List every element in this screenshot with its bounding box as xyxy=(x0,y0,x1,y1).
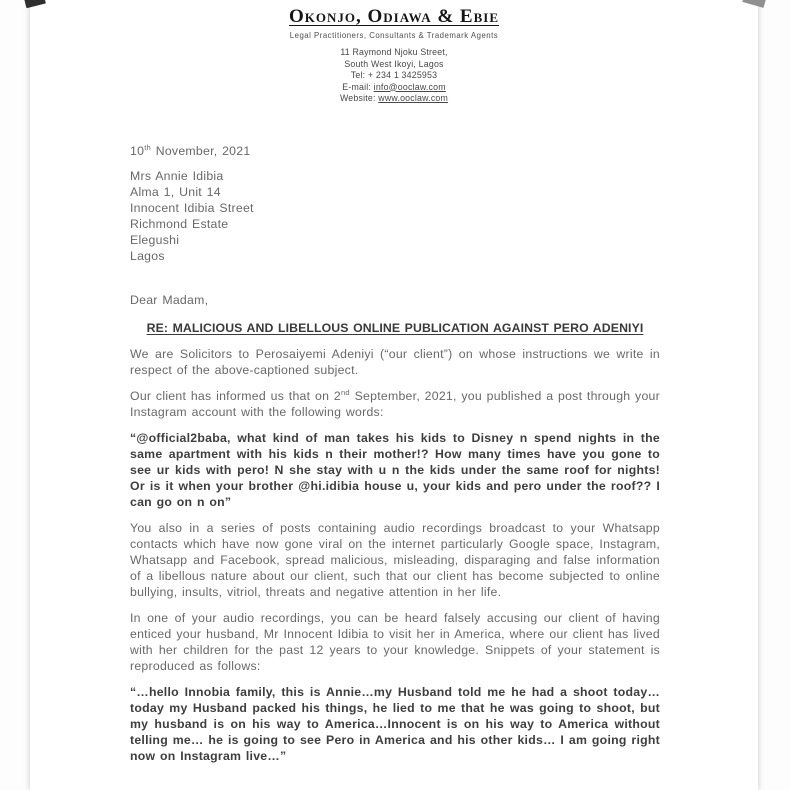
letterhead xyxy=(30,6,758,105)
letter-body xyxy=(30,143,758,764)
ordinal-suffix: nd xyxy=(340,387,350,397)
paragraph-2-pre: Our client has informed us that on 2 xyxy=(130,388,341,403)
email-line xyxy=(30,82,758,94)
date-day: 10 xyxy=(130,143,145,158)
paragraph-intro: We are Solicitors to Perosaiyemi Adeniyi (“our client”) on whose instructions we write in respect of the above-captioned subject. xyxy=(130,346,660,377)
firm-name: Okonjo, Odiawa & Ebie xyxy=(288,6,500,27)
date-ordinal-suffix: th xyxy=(144,142,152,152)
letter-page xyxy=(30,0,758,790)
salutation: Dear Madam, xyxy=(130,292,209,307)
date-rest: November, 2021 xyxy=(151,143,251,158)
paragraph-instagram-post-intro xyxy=(130,388,660,420)
paragraph-audio-recordings: You also in a series of posts containing audio recordings broadcast to your Whatsapp contacts which have now gone viral on the internet particularly Google space, Instagram, Whatsapp and Facebook, spread malicious, misleading, disparaging and false information of a libellous nature about our client, such that our client has become subjected to online bullying, insults, vitriol, threats and negative attention in her life. xyxy=(130,520,660,599)
website-line xyxy=(30,93,758,105)
paragraph-2-post: September, 2021, you published a post through your Instagram account with the following words: xyxy=(130,388,660,419)
firm-tagline: Legal Practitioners, Consultants & Trademark Agents xyxy=(289,31,499,40)
email-label: E-mail: xyxy=(342,81,374,92)
paragraph-accusation: In one of your audio recordings, you can be heard falsely accusing our client of having enticed your husband, Mr Innocent Idibia to visit her in America, where our client has lived with her children for the past 12 years to your knowledge. Snippets of your statement is reproduced as follows: xyxy=(130,610,660,673)
letter-date xyxy=(130,143,660,159)
recipient-address-line: Richmond Estate xyxy=(130,216,229,231)
recipient-name: Mrs Annie Idibia xyxy=(130,168,224,183)
website-label: Website: xyxy=(339,93,379,103)
recipient-address-line: Elegushi xyxy=(130,232,180,247)
subject-line: RE: MALICIOUS AND LIBELLOUS ONLINE PUBLICATION AGAINST PERO ADENIYI xyxy=(146,320,644,335)
recipient-address-line: Alma 1, Unit 14 xyxy=(130,184,221,199)
address-line-2: South West Ikoyi, Lagos xyxy=(344,58,444,69)
recipient-address-line: Innocent Idibia Street xyxy=(130,200,254,215)
recipient-address-line: Lagos xyxy=(130,248,165,263)
letterhead-address-block xyxy=(30,47,758,105)
recipient-address-block xyxy=(130,168,660,264)
website-link: www.ooclaw.com xyxy=(378,93,449,103)
quoted-audio-transcript: “…hello Innobia family, this is Annie…my Husband told me he had a shoot today… today my Husband packed his things, he lied to me that he was going to shoot, but my husband is on his way to America…Innocent is on his way to America without telling me… he is going to see Pero in America and his other kids… I am going right now on Instagram live…” xyxy=(130,684,660,763)
address-line-1: 11 Raymond Njoku Street, xyxy=(340,47,448,57)
quoted-instagram-post: “@official2baba, what kind of man takes his kids to Disney n spend nights in the same apartment with his kids n their mother!? How many times have you gone to see ur kids with pero! N she stay with u n the kids under the same roof for nights! Or is it when your brother @hi.idibia house u, your kids and pero under the roof?? I can go on n on” xyxy=(130,430,660,509)
email-link: info@ooclaw.com xyxy=(373,81,446,92)
phone-line: Tel: + 234 1 3425953 xyxy=(350,70,438,80)
